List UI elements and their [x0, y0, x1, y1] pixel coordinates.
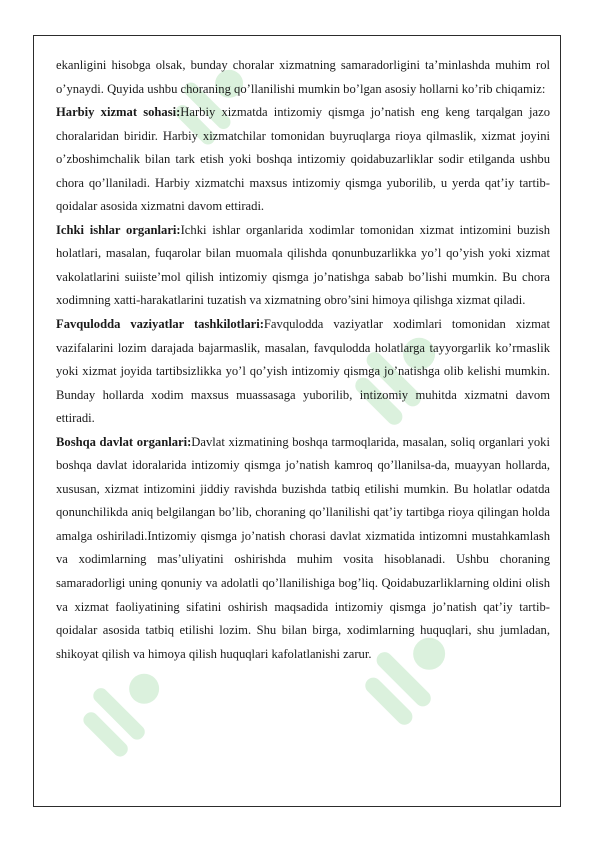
paragraph-text: Davlat xizmatining boshqa tarmoqlarida, masalan, soliq organlari yoki boshqa davlat idoralarida intizomiy qismga jo’natish kamroq qo’llanilsa-da, muayyan hollarda, xususan, xizmat intizomini jiddiy ravishda buzishda tatbiq etilishi mumkin. Bu holatlar odatda qonunchilikda aniq belgilangan bo’lib, choraning qo’llanilishi qat’iy tartibga rioya qilingan holda amalga oshiriladi.Intizomiy qismga jo’natish chorasi davlat xizmatida intizomni mustahkamlash va xodimlarning mas’uliyatini oshirishda muhim vosita hisoblanadi. Ushbu choraning samaradorligi uning qonuniy va adolatli qo’llanilishiga bog’liq. Qoidabuzarliklarning oldini olish va xizmat faoliyatining sifatini oshirish maqsadida intizomiy qismga jo’natish qat’iy tartib-qoidalar asosida tatbiq etilishi lozim. Shu bilan birga, xodimlarning huquqlari, shu jumladan, shikoyat qilish va himoya qilish huquqlari kafolatlanishi zarur. — [56, 434, 550, 661]
paragraph-intro — [56, 54, 550, 101]
paragraph-heading: Harbiy xizmat sohasi: — [56, 105, 181, 120]
paragraph-other-agencies — [56, 431, 550, 666]
paragraph-heading: Favqulodda vaziyatlar tashkilotlari: — [56, 317, 264, 332]
paragraph-text: ekanligini hisobga olsak, bunday choralar xizmatning samaradorligini ta’minlashda muhim rol o’ynaydi. Quyida ushbu choraning qo’llanilishi mumkin bo’lgan asosiy hollarni ko’rib chiqamiz: — [56, 58, 550, 96]
paragraph-emergency — [56, 313, 550, 431]
paragraph-heading: Ichki ishlar organlari: — [56, 222, 181, 237]
paragraph-heading: Boshqa davlat organlari: — [56, 434, 192, 449]
paragraph-internal-affairs — [56, 219, 550, 313]
paragraph-military — [56, 101, 550, 219]
document-body — [56, 54, 550, 666]
paragraph-text: Favqulodda vaziyatlar xodimlari tomonidan xizmat vazifalarini lozim darajada bajarmaslik, masalan, favqulodda holatlarga tayyorgarlik ko’rmaslik yoki xizmat joyida tartibsizlikka yo’l qo’yish intizomiy qismga jo’natishga olib kelishi mumkin. Bunday hollarda xodim maxsus muassasaga yuborilib, intizomiy muhitda xizmatni davom ettiradi. — [56, 317, 550, 426]
paragraph-text: Ichki ishlar organlarida xodimlar tomonidan xizmat intizomini buzish holatlari, masalan, fuqarolar bilan muomala qilishda qonunbuzarlikka yo’l qo’yish yoki xizmat vakolatlarini suiiste’mol qilish intizomiy qismga jo’natishga sabab bo’lishi mumkin. Bu chora xodimning xatti-harakatlarini tuzatish va xizmatning obro’sini himoya qilishga xizmat qiladi. — [56, 222, 550, 308]
paragraph-text: Harbiy xizmatda intizomiy qismga jo’natish eng keng tarqalgan jazo choralaridan biridir. Harbiy xizmatchilar tomonidan buyruqlarga rioya qilmaslik, xizmat joyini o’zboshimchalik bilan tark etish yoki boshqa intizomiy qoidabuzarliklar sodir etilganda ushbu chora qo’llaniladi. Harbiy xizmatchi maxsus intizomiy qismga yuborilib, u yerda qat’iy tartib-qoidalar asosida xizmatni davom ettiradi. — [56, 105, 551, 214]
